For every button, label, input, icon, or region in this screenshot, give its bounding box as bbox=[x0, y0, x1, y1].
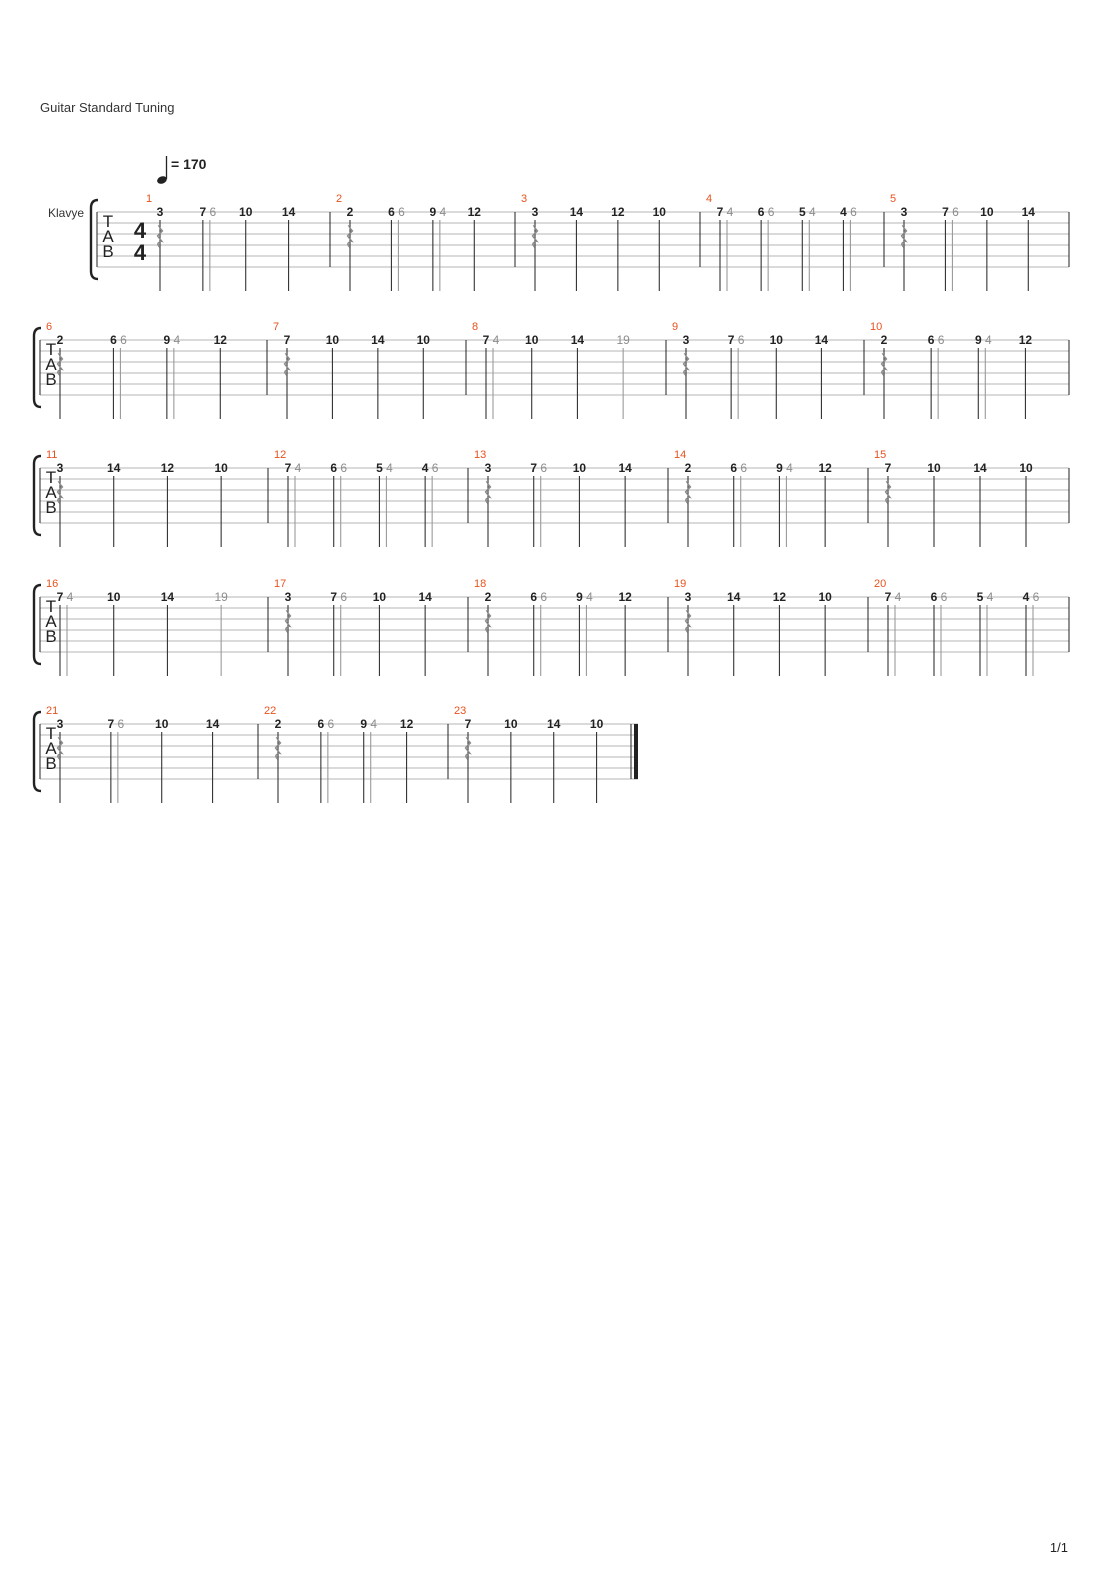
tab-note bbox=[618, 461, 632, 547]
secondary-fret-number: 6 bbox=[940, 590, 948, 604]
secondary-fret-number: 4 bbox=[786, 461, 793, 475]
measure bbox=[454, 705, 604, 803]
measure bbox=[46, 449, 228, 547]
measure-number: 18 bbox=[474, 578, 487, 590]
tab-note bbox=[818, 590, 832, 676]
fret-number: 10 bbox=[504, 717, 518, 731]
tab-note bbox=[330, 590, 347, 676]
fret-number: 7 bbox=[727, 333, 735, 347]
tab-clef-letter: A bbox=[45, 612, 57, 631]
fret-number: 12 bbox=[399, 717, 414, 731]
fret-number: 6 bbox=[757, 205, 765, 219]
fret-number: 7 bbox=[942, 205, 949, 219]
tab-note bbox=[214, 461, 228, 547]
tab-note bbox=[155, 717, 169, 803]
tab-clef-letter: T bbox=[45, 597, 57, 616]
tab-note bbox=[161, 590, 175, 676]
tab-note bbox=[376, 461, 393, 547]
tab-note bbox=[57, 590, 74, 676]
tab-note bbox=[214, 333, 228, 419]
measure-number: 23 bbox=[454, 705, 467, 717]
fret-number: 10 bbox=[239, 205, 253, 219]
tab-note bbox=[728, 333, 745, 419]
tab-note bbox=[57, 461, 64, 547]
measure-number: 4 bbox=[706, 193, 713, 205]
fret-number: 6 bbox=[110, 333, 117, 347]
tab-note bbox=[611, 205, 625, 291]
fret-number: 7 bbox=[107, 717, 115, 731]
fret-number: 7 bbox=[56, 590, 64, 604]
fret-number: 7 bbox=[199, 205, 207, 219]
measure bbox=[870, 321, 1032, 419]
tab-note bbox=[164, 333, 181, 419]
measure-number: 6 bbox=[46, 321, 53, 333]
tab-clef-letter: B bbox=[45, 498, 57, 517]
measure-number: 10 bbox=[870, 321, 883, 333]
tab-clef-letter: A bbox=[45, 355, 57, 374]
fret-number: 12 bbox=[160, 461, 175, 475]
fret-number: 10 bbox=[155, 717, 169, 731]
tab-clef-letter: A bbox=[45, 483, 57, 502]
fret-number: 3 bbox=[682, 333, 690, 347]
tab-note bbox=[618, 590, 632, 676]
measure bbox=[874, 578, 1040, 676]
tab-clef-letter: T bbox=[45, 468, 57, 487]
tab-note bbox=[1019, 461, 1033, 547]
fret-number: 7 bbox=[530, 461, 538, 475]
tab-clef-letter: A bbox=[45, 739, 57, 758]
fret-number: 12 bbox=[467, 205, 481, 219]
tab-note bbox=[430, 205, 447, 291]
fret-number: 7 bbox=[283, 333, 291, 347]
fret-number: 2 bbox=[484, 590, 492, 604]
tab-clef-letter: B bbox=[45, 754, 57, 773]
tab-note bbox=[200, 205, 217, 291]
fret-number: 9 bbox=[429, 205, 437, 219]
fret-number: 14 bbox=[727, 590, 741, 604]
fret-number: 7 bbox=[884, 590, 892, 604]
tab-note bbox=[107, 461, 121, 547]
tab-note bbox=[977, 590, 994, 676]
tab-note bbox=[373, 590, 387, 676]
fret-number: 2 bbox=[274, 717, 282, 731]
tab-note bbox=[108, 717, 125, 803]
tab-note bbox=[330, 461, 347, 547]
tab-note bbox=[901, 205, 908, 291]
measure-number: 1 bbox=[146, 193, 153, 205]
tab-note bbox=[483, 333, 500, 419]
secondary-fret-number: 4 bbox=[66, 590, 74, 604]
measure-number: 21 bbox=[46, 705, 59, 717]
tuning-label: Guitar Standard Tuning bbox=[40, 100, 175, 115]
tab-note bbox=[465, 717, 472, 803]
secondary-fret-number: 4 bbox=[386, 461, 393, 475]
measure bbox=[472, 321, 630, 419]
measure bbox=[674, 449, 832, 547]
measure bbox=[274, 449, 439, 547]
tab-note bbox=[730, 461, 747, 547]
tab-note bbox=[1019, 333, 1033, 419]
fret-number: 14 bbox=[618, 461, 632, 475]
fret-number: 5 bbox=[976, 590, 984, 604]
secondary-fret-number: 6 bbox=[340, 590, 348, 604]
fret-number: 6 bbox=[388, 205, 395, 219]
fret-number: 4 bbox=[1022, 590, 1030, 604]
secondary-fret-number: 6 bbox=[850, 205, 857, 219]
fret-number: 7 bbox=[482, 333, 490, 347]
secondary-fret-number: 6 bbox=[209, 205, 217, 219]
measure bbox=[521, 193, 666, 291]
tab-note bbox=[360, 717, 377, 803]
tab-note bbox=[110, 333, 127, 419]
tab-note bbox=[239, 205, 253, 291]
fret-number: 2 bbox=[56, 333, 64, 347]
fret-number: 10 bbox=[818, 590, 832, 604]
tab-note bbox=[927, 461, 941, 547]
measure bbox=[46, 705, 220, 803]
fret-number: 9 bbox=[576, 590, 583, 604]
tab-clef-letter: B bbox=[102, 242, 114, 261]
time-signature-top: 4 bbox=[133, 218, 147, 243]
tab-note bbox=[942, 205, 959, 291]
tab-note bbox=[157, 205, 164, 291]
fret-number: 3 bbox=[531, 205, 539, 219]
tab-note bbox=[799, 205, 816, 291]
tab-note bbox=[770, 333, 784, 419]
tab-note bbox=[571, 333, 585, 419]
tab-note bbox=[285, 590, 292, 676]
secondary-fret-number: 6 bbox=[327, 717, 335, 731]
fret-number: 10 bbox=[652, 205, 666, 219]
tab-note bbox=[727, 590, 741, 676]
tab-note bbox=[107, 590, 121, 676]
fret-number: 12 bbox=[618, 590, 632, 604]
tab-note bbox=[573, 461, 587, 547]
tab-note bbox=[532, 205, 539, 291]
secondary-fret-number: 6 bbox=[937, 333, 945, 347]
tab-note bbox=[931, 590, 948, 676]
tab-system bbox=[34, 578, 1069, 676]
fret-number: 3 bbox=[900, 205, 908, 219]
tab-note bbox=[570, 205, 584, 291]
fret-number: 6 bbox=[927, 333, 935, 347]
fret-number: 14 bbox=[418, 590, 432, 604]
tab-note bbox=[417, 333, 431, 419]
measure bbox=[46, 321, 227, 419]
secondary-fret-number: 6 bbox=[952, 205, 959, 219]
tab-note bbox=[530, 590, 547, 676]
secondary-fret-number: 6 bbox=[1032, 590, 1040, 604]
measure-number: 8 bbox=[472, 321, 479, 333]
secondary-fret-number: 6 bbox=[540, 461, 548, 475]
fret-number: 10 bbox=[572, 461, 587, 475]
fret-number: 9 bbox=[776, 461, 783, 475]
secondary-fret-number: 4 bbox=[808, 205, 816, 219]
tab-note bbox=[57, 717, 64, 803]
tab-note bbox=[576, 590, 593, 676]
tab-note bbox=[928, 333, 945, 419]
measure bbox=[890, 193, 1035, 291]
measure-number: 17 bbox=[274, 578, 287, 590]
measure bbox=[474, 578, 632, 676]
fret-number: 9 bbox=[360, 717, 368, 731]
tab-note bbox=[275, 717, 282, 803]
fret-number: 14 bbox=[814, 333, 829, 347]
tab-system bbox=[48, 193, 1069, 291]
tab-note bbox=[161, 461, 175, 547]
secondary-fret-number: 6 bbox=[120, 333, 127, 347]
fret-number: 10 bbox=[107, 590, 121, 604]
measure-number: 3 bbox=[521, 193, 528, 205]
tab-note bbox=[468, 205, 482, 291]
measure bbox=[274, 578, 432, 676]
measure bbox=[46, 578, 228, 676]
fret-number: 10 bbox=[416, 333, 430, 347]
measure-number: 9 bbox=[672, 321, 679, 333]
fret-number: 6 bbox=[317, 717, 325, 731]
measure-number: 15 bbox=[874, 449, 887, 461]
secondary-fret-number: 6 bbox=[767, 205, 775, 219]
tab-note bbox=[840, 205, 857, 291]
secondary-fret-number: 4 bbox=[370, 717, 378, 731]
secondary-fret-number: 4 bbox=[439, 205, 447, 219]
fret-number: 10 bbox=[1019, 461, 1033, 475]
tab-note bbox=[57, 333, 64, 419]
tab-note bbox=[418, 590, 432, 676]
tab-clef-letter: B bbox=[45, 370, 57, 389]
tab-clef-letter: T bbox=[45, 724, 57, 743]
tab-note bbox=[616, 333, 630, 419]
tab-note bbox=[818, 461, 832, 547]
secondary-fret-number: 4 bbox=[173, 333, 181, 347]
measure-number: 20 bbox=[874, 578, 887, 590]
tab-note bbox=[683, 333, 690, 419]
tab-note bbox=[776, 461, 793, 547]
secondary-fret-number: 6 bbox=[340, 461, 348, 475]
fret-number: 3 bbox=[484, 461, 492, 475]
fret-number: 14 bbox=[160, 590, 175, 604]
fret-number: 5 bbox=[376, 461, 383, 475]
secondary-fret-number: 6 bbox=[398, 205, 405, 219]
fret-number: 6 bbox=[730, 461, 738, 475]
tab-note bbox=[422, 461, 439, 547]
fret-number: 7 bbox=[330, 590, 338, 604]
tab-note bbox=[815, 333, 829, 419]
tab-note bbox=[653, 205, 667, 291]
secondary-fret-number: 6 bbox=[431, 461, 439, 475]
tab-note bbox=[485, 461, 492, 547]
measure bbox=[336, 193, 481, 291]
tab-note bbox=[973, 461, 987, 547]
tab-note bbox=[885, 461, 892, 547]
fret-number: 14 bbox=[1021, 205, 1035, 219]
fret-number: 14 bbox=[281, 205, 296, 219]
fret-number: 12 bbox=[772, 590, 787, 604]
fret-number: 12 bbox=[213, 333, 227, 347]
instrument-name: Klavye bbox=[48, 206, 85, 220]
measure-number: 19 bbox=[674, 578, 687, 590]
measure bbox=[706, 193, 857, 291]
fret-number: 6 bbox=[330, 461, 338, 475]
measure bbox=[874, 449, 1033, 547]
fret-number: 3 bbox=[156, 205, 164, 219]
measure bbox=[674, 578, 832, 676]
fret-number: 14 bbox=[371, 333, 385, 347]
tab-note bbox=[282, 205, 296, 291]
measure bbox=[264, 705, 414, 803]
fret-number: 7 bbox=[284, 461, 292, 475]
tab-note bbox=[1023, 590, 1040, 676]
tab-note bbox=[388, 205, 405, 291]
measure-number: 22 bbox=[264, 705, 277, 717]
tab-clef-letter: A bbox=[102, 227, 114, 246]
tempo-value: = 170 bbox=[171, 156, 207, 172]
tab-note bbox=[975, 333, 992, 419]
secondary-fret-number: 4 bbox=[294, 461, 302, 475]
measure bbox=[273, 321, 430, 419]
final-thick-barline bbox=[634, 724, 638, 779]
tab-note bbox=[685, 590, 692, 676]
fret-number: 14 bbox=[547, 717, 561, 731]
tab-system bbox=[34, 321, 1069, 419]
secondary-fret-number: 6 bbox=[540, 590, 548, 604]
measure bbox=[474, 449, 632, 547]
tempo-marking bbox=[156, 156, 207, 185]
fret-number: 7 bbox=[464, 717, 472, 731]
fret-number: 9 bbox=[163, 333, 171, 347]
measure bbox=[146, 193, 296, 291]
fret-number: 10 bbox=[525, 333, 539, 347]
fret-number: 6 bbox=[530, 590, 538, 604]
secondary-fret-number: 19 bbox=[616, 333, 630, 347]
fret-number: 12 bbox=[611, 205, 625, 219]
tab-note bbox=[400, 717, 414, 803]
tab-note bbox=[1022, 205, 1036, 291]
fret-number: 14 bbox=[973, 461, 987, 475]
secondary-fret-number: 6 bbox=[737, 333, 745, 347]
page-number: 1/1 bbox=[1049, 1540, 1068, 1555]
secondary-fret-number: 4 bbox=[586, 590, 593, 604]
fret-number: 12 bbox=[1018, 333, 1033, 347]
measure-number: 7 bbox=[273, 321, 280, 333]
tab-note bbox=[881, 333, 888, 419]
tab-note bbox=[758, 205, 775, 291]
fret-number: 14 bbox=[107, 461, 121, 475]
fret-number: 7 bbox=[716, 205, 724, 219]
fret-number: 10 bbox=[769, 333, 783, 347]
secondary-fret-number: 6 bbox=[117, 717, 125, 731]
measure-number: 12 bbox=[274, 449, 287, 461]
tab-note bbox=[525, 333, 539, 419]
tab-note bbox=[206, 717, 220, 803]
tab-note bbox=[717, 205, 734, 291]
secondary-fret-number: 4 bbox=[726, 205, 734, 219]
fret-number: 10 bbox=[927, 461, 941, 475]
fret-number: 14 bbox=[569, 205, 584, 219]
tab-note bbox=[685, 461, 692, 547]
fret-number: 14 bbox=[570, 333, 585, 347]
fret-number: 10 bbox=[980, 205, 994, 219]
measure-number: 11 bbox=[46, 449, 58, 461]
fret-number: 10 bbox=[589, 717, 604, 731]
tab-note bbox=[284, 333, 291, 419]
tab-note bbox=[885, 590, 902, 676]
fret-number: 3 bbox=[684, 590, 692, 604]
tab-note bbox=[590, 717, 604, 803]
fret-number: 2 bbox=[346, 205, 354, 219]
tab-clef-letter: T bbox=[102, 212, 114, 231]
tab-note bbox=[530, 461, 547, 547]
measure-number: 2 bbox=[336, 193, 343, 205]
fret-number: 9 bbox=[974, 333, 982, 347]
tab-note bbox=[347, 205, 354, 291]
tab-note bbox=[980, 205, 994, 291]
fret-number: 4 bbox=[840, 205, 847, 219]
tab-clef-letter: T bbox=[45, 340, 57, 359]
measure bbox=[672, 321, 828, 419]
tab-note bbox=[773, 590, 787, 676]
fret-number: 3 bbox=[284, 590, 292, 604]
tab-note bbox=[214, 590, 228, 676]
measure-number: 13 bbox=[474, 449, 487, 461]
measure-number: 14 bbox=[674, 449, 687, 461]
tab-note bbox=[326, 333, 340, 419]
fret-number: 14 bbox=[205, 717, 220, 731]
fret-number: 2 bbox=[880, 333, 888, 347]
fret-number: 10 bbox=[214, 461, 228, 475]
fret-number: 12 bbox=[818, 461, 832, 475]
tab-note bbox=[485, 590, 492, 676]
fret-number: 4 bbox=[421, 461, 429, 475]
tab-note bbox=[318, 717, 335, 803]
tab-clef-letter: B bbox=[45, 627, 57, 646]
secondary-fret-number: 6 bbox=[740, 461, 748, 475]
tab-note bbox=[547, 717, 561, 803]
time-signature-bottom: 4 bbox=[133, 240, 147, 265]
measure-number: 16 bbox=[46, 578, 59, 590]
secondary-fret-number: 4 bbox=[986, 590, 994, 604]
fret-number: 6 bbox=[930, 590, 938, 604]
tab-system bbox=[34, 705, 638, 803]
tab-note bbox=[285, 461, 302, 547]
secondary-fret-number: 4 bbox=[492, 333, 500, 347]
fret-number: 2 bbox=[684, 461, 692, 475]
secondary-fret-number: 4 bbox=[984, 333, 992, 347]
secondary-fret-number: 19 bbox=[214, 590, 228, 604]
fret-number: 3 bbox=[56, 461, 64, 475]
fret-number: 10 bbox=[372, 590, 387, 604]
fret-number: 3 bbox=[56, 717, 64, 731]
measure-number: 5 bbox=[890, 193, 897, 205]
fret-number: 5 bbox=[798, 205, 806, 219]
tab-note bbox=[504, 717, 518, 803]
tab-system bbox=[34, 449, 1069, 547]
tab-note bbox=[371, 333, 385, 419]
secondary-fret-number: 4 bbox=[894, 590, 902, 604]
fret-number: 7 bbox=[884, 461, 892, 475]
fret-number: 10 bbox=[325, 333, 340, 347]
